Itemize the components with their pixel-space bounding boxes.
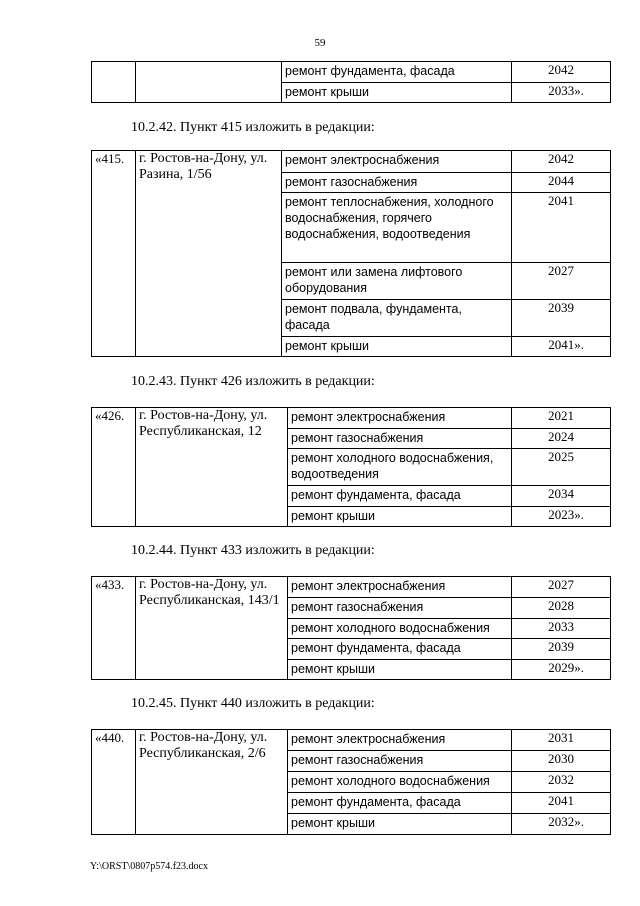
year-cell: 2039 bbox=[512, 300, 611, 337]
year-cell: 2041 bbox=[512, 193, 611, 263]
year-cell: 2042 bbox=[512, 151, 611, 173]
year-cell: 2027 bbox=[512, 577, 611, 598]
num-cell: «433. bbox=[92, 577, 136, 680]
table-row bbox=[92, 151, 611, 173]
year-cell: 2032». bbox=[512, 814, 611, 835]
work-cell: ремонт крыши bbox=[288, 814, 512, 835]
work-cell: ремонт крыши bbox=[288, 507, 512, 527]
year-cell: 2021 bbox=[512, 408, 611, 429]
year-cell: 2024 bbox=[512, 429, 611, 449]
year-cell: 2041». bbox=[512, 337, 611, 357]
year-cell: 2025 bbox=[512, 449, 611, 486]
continuation-table bbox=[91, 61, 611, 103]
year-cell: 2031 bbox=[512, 730, 611, 751]
num-cell: «440. bbox=[92, 730, 136, 835]
address-cell: г. Ростов-на-Дону, ул. Республиканская, 143/1 bbox=[136, 577, 288, 680]
table-row bbox=[92, 730, 611, 751]
year-cell: 2042 bbox=[512, 62, 611, 83]
num-cell: «426. bbox=[92, 408, 136, 527]
year-cell: 2033». bbox=[512, 83, 611, 103]
work-cell: ремонт крыши bbox=[282, 83, 512, 103]
work-cell: ремонт подвала, фундамента, фасада bbox=[282, 300, 512, 337]
year-cell: 2044 bbox=[512, 173, 611, 193]
year-cell: 2030 bbox=[512, 751, 611, 772]
section-table bbox=[91, 576, 611, 680]
work-cell: ремонт электроснабжения bbox=[282, 151, 512, 173]
num-cell bbox=[92, 62, 136, 103]
page-number: 59 bbox=[314, 37, 326, 49]
work-cell: ремонт электроснабжения bbox=[288, 730, 512, 751]
work-cell: ремонт электроснабжения bbox=[288, 408, 512, 429]
work-cell: ремонт фундамента, фасада bbox=[288, 639, 512, 660]
work-cell: ремонт фундамента, фасада bbox=[288, 486, 512, 507]
address-cell: г. Ростов-на-Дону, ул. Республиканская, 12 bbox=[136, 408, 288, 527]
work-cell: ремонт газоснабжения bbox=[288, 598, 512, 619]
section-heading: 10.2.42. Пункт 415 изложить в редакции: bbox=[131, 120, 375, 135]
table-row bbox=[92, 577, 611, 598]
year-cell: 2034 bbox=[512, 486, 611, 507]
address-cell: г. Ростов-на-Дону, ул. Разина, 1/56 bbox=[136, 151, 282, 357]
table-row bbox=[92, 408, 611, 429]
work-cell: ремонт холодного водоснабжения, водоотведения bbox=[288, 449, 512, 486]
year-cell: 2032 bbox=[512, 772, 611, 793]
year-cell: 2041 bbox=[512, 793, 611, 814]
work-cell: ремонт фундамента, фасада bbox=[288, 793, 512, 814]
work-cell: ремонт крыши bbox=[282, 337, 512, 357]
work-cell: ремонт теплоснабжения, холодного водоснабжения, горячего водоснабжения, водоотведения bbox=[282, 193, 512, 263]
work-cell: ремонт холодного водоснабжения bbox=[288, 619, 512, 639]
year-cell: 2039 bbox=[512, 639, 611, 660]
address-cell bbox=[136, 62, 282, 103]
year-cell: 2029». bbox=[512, 660, 611, 680]
table-row bbox=[92, 62, 611, 83]
address-cell: г. Ростов-на-Дону, ул. Республиканская, 2/6 bbox=[136, 730, 288, 835]
work-cell: ремонт газоснабжения bbox=[288, 429, 512, 449]
year-cell: 2033 bbox=[512, 619, 611, 639]
num-cell: «415. bbox=[92, 151, 136, 357]
year-cell: 2027 bbox=[512, 263, 611, 300]
section-heading: 10.2.45. Пункт 440 изложить в редакции: bbox=[131, 696, 375, 711]
work-cell: ремонт газоснабжения bbox=[282, 173, 512, 193]
section-table bbox=[91, 729, 611, 835]
year-cell: 2023». bbox=[512, 507, 611, 527]
work-cell: ремонт фундамента, фасада bbox=[282, 62, 512, 83]
year-cell: 2028 bbox=[512, 598, 611, 619]
work-cell: ремонт холодного водоснабжения bbox=[288, 772, 512, 793]
file-path-footer: Y:\ORST\0807p574.f23.docx bbox=[90, 861, 208, 872]
work-cell: ремонт крыши bbox=[288, 660, 512, 680]
section-table bbox=[91, 407, 611, 527]
work-cell: ремонт электроснабжения bbox=[288, 577, 512, 598]
section-heading: 10.2.43. Пункт 426 изложить в редакции: bbox=[131, 374, 375, 389]
work-cell: ремонт газоснабжения bbox=[288, 751, 512, 772]
section-heading: 10.2.44. Пункт 433 изложить в редакции: bbox=[131, 543, 375, 558]
section-table bbox=[91, 150, 611, 357]
work-cell: ремонт или замена лифтового оборудования bbox=[282, 263, 512, 300]
